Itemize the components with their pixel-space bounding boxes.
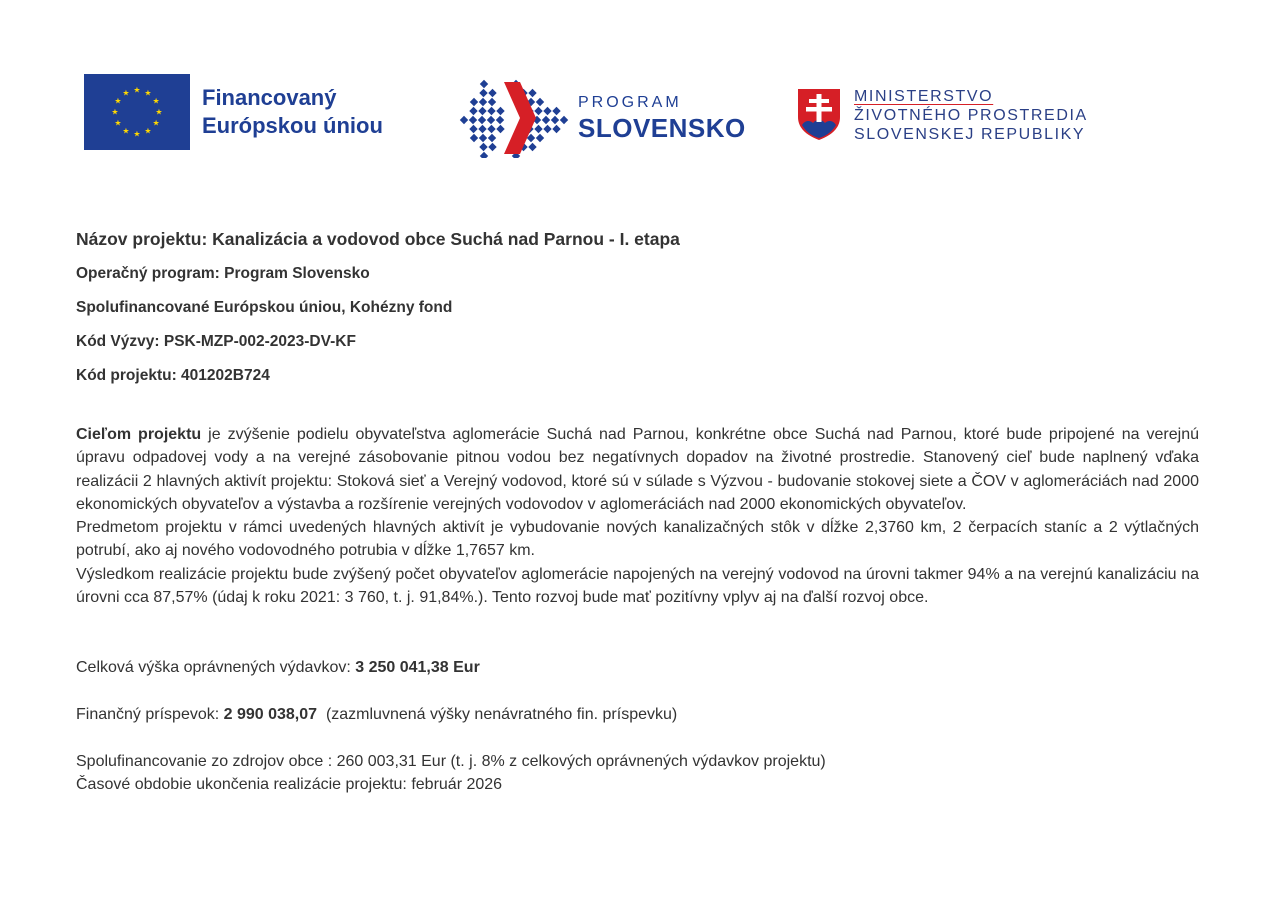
eu-star-icon: ★ bbox=[144, 88, 152, 98]
result-paragraph: Výsledkom realizácie projektu bude zvýšený počet obyvateľov aglomerácie napojených na verejný vodovod na úrovni takmer 94% a na verejnú kanalizáciu na úrovni cca 87,57% (údaj k roku 2021: 3 760, t. j. 91,84%.). Tento rozvoj bude mať pozitívny vplyv aj na ďalší rozvoj obce. bbox=[76, 565, 1199, 607]
diamond-shape bbox=[488, 143, 496, 151]
slovensko-label: SLOVENSKO bbox=[578, 113, 746, 143]
call-code: Kód Výzvy: PSK-MZP-002-2023-DV-KF bbox=[76, 333, 356, 350]
diamond-shape bbox=[536, 134, 544, 142]
diamond-shape bbox=[488, 134, 496, 142]
financial-contribution-label: Finančný príspevok: bbox=[76, 706, 224, 723]
municipal-cofinancing: Spolufinancovanie zo zdrojov obce : 260 003,31 Eur (t. j. 8% z celkových oprávnených výdavkov projektu) bbox=[76, 753, 826, 770]
diamond-shape bbox=[487, 107, 495, 115]
ministry-line2: ŽIVOTNÉHO PROSTREDIA bbox=[854, 107, 1088, 124]
diamond-shape bbox=[534, 125, 542, 133]
slovak-coat-of-arms-icon bbox=[796, 87, 842, 141]
diamond-shape bbox=[479, 98, 487, 106]
program-slovensko-diamond-icon bbox=[458, 78, 570, 158]
subject-paragraph: Predmetom projektu v rámci uvedených hlavných aktivít je vybudovanie nových kanalizačných stôk v dĺžke 2,3760 km, 2 čerpacích staníc a 2 výtlačných potrubí, ako aj nového vodovodného potrubia v dĺžke 1,7657 km. bbox=[76, 519, 1199, 560]
eu-logo bbox=[84, 74, 383, 150]
eu-star-icon: ★ bbox=[155, 107, 163, 117]
diamond-shape bbox=[469, 116, 477, 124]
diamond-shape bbox=[551, 116, 559, 124]
cofinancing-source: Spolufinancované Európskou úniou, Kohézny fond bbox=[76, 299, 453, 316]
eu-star-icon: ★ bbox=[111, 107, 119, 117]
goal-label: Cieľom projektu bbox=[76, 426, 202, 443]
ministry-line1: MINISTERSTVO bbox=[854, 88, 994, 105]
diamond-shape bbox=[469, 107, 477, 115]
eligible-expenses-label: Celková výška oprávnených výdavkov: bbox=[76, 659, 356, 676]
operational-program: Operačný program: Program Slovensko bbox=[76, 265, 370, 282]
diamond-shape bbox=[496, 125, 504, 133]
goal-text: je zvýšenie podielu obyvateľstva aglomerácie Suchá nad Parnou, konkrétne obce Suchá nad Parnou, ktoré bude pripojené na verejnú úpravu odpadovej vody a na verejné zásobovanie pitnou vodou bez negatívnych dopadov na životné prostredie. Stanovený cieľ bude naplnený vďaka realizácii 2 hlavných aktivít projektu: Stoková sieť a Verejný vodovod, ktoré sú v súlade s Výzvou - budovanie stokovej siete a ČOV v aglomeráciách nad 2000 ekonomických obyvateľov a výstavba a rozšírenie verejných vodovodov v aglomeráciách nad 2000 ekonomických obyvateľov. bbox=[76, 426, 1200, 513]
diamond-shape bbox=[487, 116, 495, 124]
eu-star-icon: ★ bbox=[133, 85, 141, 95]
diamond-shape bbox=[496, 116, 504, 124]
program-slovensko-text bbox=[578, 93, 746, 143]
diamond-shape bbox=[479, 143, 487, 151]
eu-flag-icon bbox=[84, 74, 190, 150]
eu-logo-text bbox=[202, 84, 383, 140]
eligible-expenses bbox=[76, 659, 480, 677]
diamond-shape bbox=[480, 152, 488, 158]
diamond-shape bbox=[552, 125, 560, 133]
eligible-expenses-value: 3 250 041,38 Eur bbox=[355, 659, 480, 676]
eu-logo-line2: Európskou úniou bbox=[202, 113, 383, 138]
goal-paragraph bbox=[76, 423, 1199, 516]
diamond-shape bbox=[552, 107, 560, 115]
program-slovensko-logo bbox=[458, 78, 746, 158]
diamond-shape bbox=[560, 116, 568, 124]
eu-star-icon: ★ bbox=[114, 118, 122, 128]
diamond-shape bbox=[496, 107, 504, 115]
eu-star-icon: ★ bbox=[133, 129, 141, 139]
diamond-shape bbox=[488, 98, 496, 106]
eu-star-icon: ★ bbox=[152, 96, 160, 106]
ministry-line3: SLOVENSKEJ REPUBLIKY bbox=[854, 126, 1086, 143]
diamond-shape bbox=[470, 98, 478, 106]
diamond-shape bbox=[536, 98, 544, 106]
diamond-shape bbox=[534, 107, 542, 115]
diamond-shape bbox=[543, 125, 551, 133]
completion-period: Časové obdobie ukončenia realizácie projektu: február 2026 bbox=[76, 776, 503, 793]
eu-star-icon: ★ bbox=[144, 126, 152, 136]
diamond-shape bbox=[478, 125, 486, 133]
diamond-shape bbox=[488, 89, 496, 97]
eu-star-icon: ★ bbox=[152, 118, 160, 128]
eu-logo-line1: Financovaný bbox=[202, 85, 337, 110]
financial-contribution-note: (zazmluvnená výšky nenávratného fin. príspevku) bbox=[317, 706, 678, 723]
diamond-shape bbox=[480, 80, 488, 88]
diamond-shape bbox=[528, 143, 536, 151]
diamond-shape bbox=[470, 134, 478, 142]
eu-star-icon: ★ bbox=[122, 126, 130, 136]
project-code: Kód projektu: 401202B724 bbox=[76, 367, 270, 384]
financial-contribution bbox=[76, 706, 677, 724]
project-title: Názov projektu: Kanalizácia a vodovod obce Suchá nad Parnou - I. etapa bbox=[76, 229, 680, 249]
eu-star-icon: ★ bbox=[122, 88, 130, 98]
project-description bbox=[76, 423, 1199, 609]
ministry-logo bbox=[796, 87, 1088, 144]
diamond-shape bbox=[542, 116, 550, 124]
diamond-shape bbox=[479, 89, 487, 97]
diamond-shape bbox=[460, 116, 468, 124]
diamond-shape bbox=[478, 116, 486, 124]
ministry-text bbox=[854, 87, 1088, 144]
diamond-shape bbox=[543, 107, 551, 115]
diamond-shape bbox=[469, 125, 477, 133]
financial-contribution-value: 2 990 038,07 bbox=[223, 706, 318, 723]
diamond-shape bbox=[479, 134, 487, 142]
program-label: PROGRAM bbox=[578, 94, 682, 111]
diamond-shape bbox=[487, 125, 495, 133]
diamond-shape bbox=[528, 89, 536, 97]
diamond-shape bbox=[478, 107, 486, 115]
eu-star-icon: ★ bbox=[114, 96, 122, 106]
